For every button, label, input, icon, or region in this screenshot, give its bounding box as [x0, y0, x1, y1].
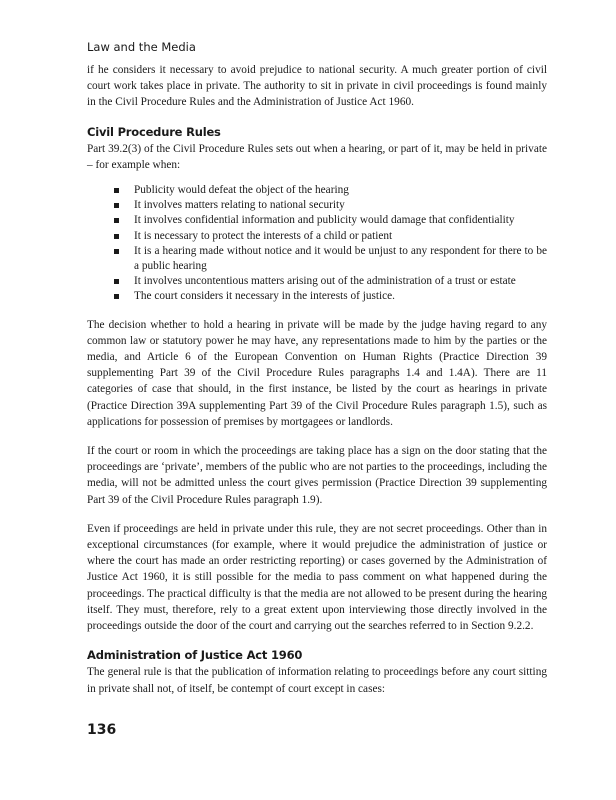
list-item: Publicity would defeat the object of the hearing — [87, 183, 547, 198]
intro-paragraph: if he considers it necessary to avoid prejudice to national security. A much greater portion of civil court work takes place in private. The authority to sit in private in civil proceedings is found mainly in the Civil Procedure Rules and the Administration of Justice Act 1960. — [87, 64, 547, 109]
running-head: Law and the Media — [87, 40, 196, 54]
list-item: It involves uncontentious matters arising out of the administration of a trust or estate — [87, 274, 547, 289]
bullet-icon — [114, 234, 119, 239]
aja-lead-paragraph: The general rule is that the publication of information relating to proceedings before any court sitting in private shall not, of itself, be contempt of court except in cases: — [87, 666, 547, 695]
section-heading-aja: Administration of Justice Act 1960 — [87, 648, 303, 663]
list-item: It is a hearing made without notice and it would be unjust to any respondent for there to be a public hearing — [87, 244, 547, 274]
cpr-bullet-list — [87, 183, 547, 305]
list-item: It involves matters relating to national security — [87, 198, 547, 213]
section-heading-cpr: Civil Procedure Rules — [87, 124, 221, 139]
list-item: The court considers it necessary in the interests of justice. — [87, 289, 547, 304]
cpr-paragraph-not-secret: Even if proceedings are held in private under this rule, they are not secret proceedings. Other than in exceptional circumstances (for example, where it would prejudice the administration of justice or where the court has made an order restricting reporting) or cases governed by the Administration of Justice Act 1960, it is still possible for the media to pass comment on what happened during the proceedings. The practical difficulty is that the media are not allowed to be present during the hearing itself. They must, therefore, rely to a great extent upon interviewing those directly involved in the proceedings outside the door of the court and carrying out the searches referred to in Section 9.2.2. — [87, 522, 547, 633]
bullet-icon — [114, 249, 119, 254]
bullet-icon — [114, 188, 119, 193]
cpr-paragraph-sign: If the court or room in which the proceedings are taking place has a sign on the door stating that the proceedings are ‘private’, members of the public who are not parties to the proceedings, including the media, will not be admitted unless the court gives permission (Practice Direction 39 supplementing Part 39 of the Civil Procedure Rules paragraph 1.9). — [87, 445, 547, 506]
bullet-icon — [114, 294, 119, 299]
bullet-icon — [114, 203, 119, 208]
list-item: It is necessary to protect the interests of a child or patient — [87, 229, 547, 244]
bullet-icon — [114, 279, 119, 284]
cpr-lead-paragraph: Part 39.2(3) of the Civil Procedure Rules sets out when a hearing, or part of it, may be held in private – for example when: — [87, 142, 547, 171]
document-page — [87, 40, 547, 697]
page-number: 136 — [87, 722, 117, 738]
bullet-icon — [114, 218, 119, 223]
cpr-paragraph-decision: The decision whether to hold a hearing in private will be made by the judge having regard to any common law or statutory power he may have, any representations made to him by the parties or the media, and Article 6 of the European Convention on Human Rights (Practice Direction 39 supplementing Part 39 of the Civil Procedure Rules paragraphs 1.4 and 1.4A). There are 11 categories of case that should, in the first instance, be listed by the court as hearings in private (Practice Direction 39A supplementing Part 39 of the Civil Procedure Rules paragraph 1.5), such as applications for possession of premises by mortgagees or landlords. — [87, 318, 547, 428]
list-item: It involves confidential information and publicity would damage that confidentiality — [87, 213, 547, 228]
